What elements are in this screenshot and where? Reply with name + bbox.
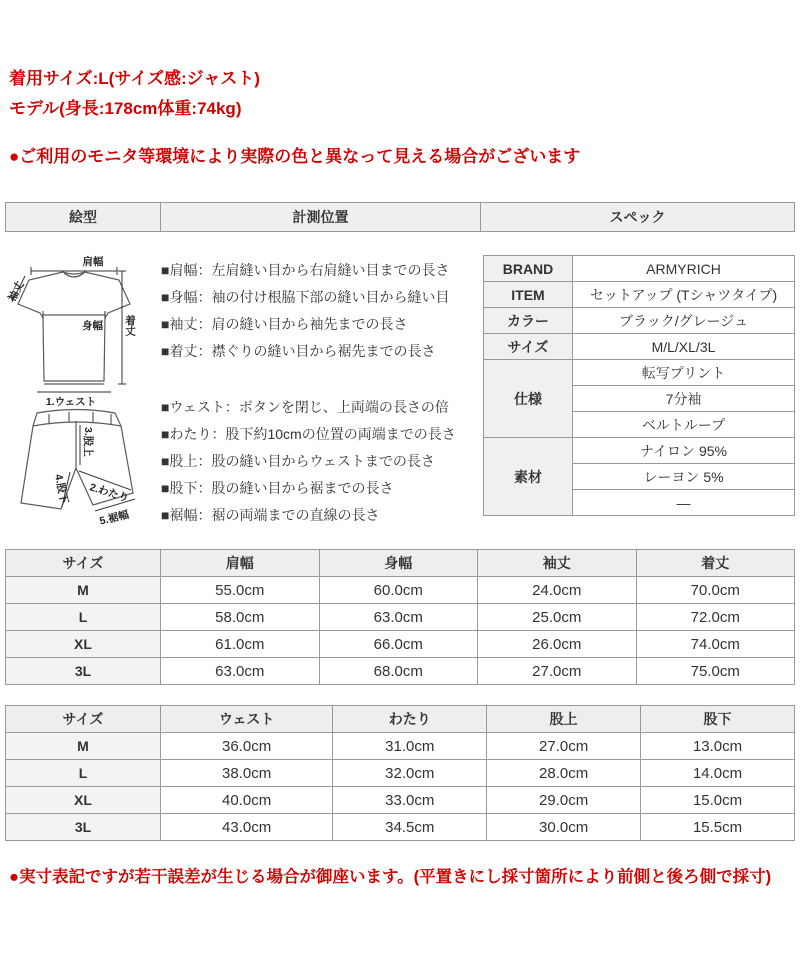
- spec-label-color: カラー: [484, 308, 573, 334]
- shirt-col-shoulder: 肩幅: [161, 550, 320, 577]
- measure-note-hem: ■裾幅：裾の両端までの直線の長さ: [161, 507, 380, 523]
- measure-note-inseam: ■股下：股の縫い目から裾までの長さ: [161, 480, 394, 496]
- shirt-size-table: [5, 549, 795, 685]
- measure-definitions: [161, 255, 483, 533]
- measure-note-thigh: ■わたり：股下約10cmの位置の両端までの長さ: [161, 426, 456, 442]
- value-cell: 27.0cm: [478, 658, 637, 685]
- spec-value-material-1: ナイロン 95%: [573, 438, 795, 464]
- value-cell: 13.0cm: [641, 733, 795, 760]
- value-cell: 29.0cm: [487, 787, 641, 814]
- value-cell: 55.0cm: [161, 577, 320, 604]
- table-row: [484, 256, 795, 282]
- table-row: [484, 282, 795, 308]
- value-cell: 38.0cm: [161, 760, 333, 787]
- spec-value-color: ブラック/グレージュ: [573, 308, 795, 334]
- pants-col-rise: 股上: [487, 706, 641, 733]
- thigh-label: 2.わたり: [88, 481, 131, 505]
- value-cell: 43.0cm: [161, 814, 333, 841]
- value-cell: 30.0cm: [487, 814, 641, 841]
- spec-value-feature-1: 転写プリント: [573, 360, 795, 386]
- shorts-waistband: [33, 422, 121, 426]
- value-cell: 27.0cm: [487, 733, 641, 760]
- info-content-row: [5, 255, 795, 533]
- value-cell: 72.0cm: [636, 604, 795, 631]
- spec-value-material-3: ―: [573, 490, 795, 516]
- table-row: [484, 334, 795, 360]
- value-cell: 14.0cm: [641, 760, 795, 787]
- size-cell: 3L: [6, 658, 161, 685]
- shirt-col-size: サイズ: [6, 550, 161, 577]
- value-cell: 25.0cm: [478, 604, 637, 631]
- rise-label: 3.股上: [82, 427, 94, 457]
- spec-label-item: ITEM: [484, 282, 573, 308]
- value-cell: 60.0cm: [319, 577, 478, 604]
- value-cell: 33.0cm: [333, 787, 487, 814]
- spec-label-features: 仕様: [484, 360, 573, 438]
- table-row: [6, 814, 795, 841]
- value-cell: 36.0cm: [161, 733, 333, 760]
- accuracy-note: ●実寸表記ですが若干誤差が生じる場合が御座います。(平置きにし採寸箇所により前側と後ろ側で採寸): [9, 868, 772, 886]
- value-cell: 31.0cm: [333, 733, 487, 760]
- tshirt-outline: [18, 272, 130, 381]
- table-row: [484, 438, 795, 464]
- measure-note-shoulder: ■肩幅：左肩縫い目から右肩縫い目までの長さ: [161, 262, 450, 278]
- shirt-col-length: 着丈: [636, 550, 795, 577]
- value-cell: 68.0cm: [319, 658, 478, 685]
- value-cell: 58.0cm: [161, 604, 320, 631]
- spec-label-material: 素材: [484, 438, 573, 516]
- monitor-note: ●ご利用のモニタ等環境により実際の色と異なって見える場合がございます: [9, 147, 581, 166]
- value-cell: 74.0cm: [636, 631, 795, 658]
- shirt-col-chest: 身幅: [319, 550, 478, 577]
- spec-label-size: サイズ: [484, 334, 573, 360]
- tshirt-collar: [63, 272, 85, 274]
- size-cell: XL: [6, 631, 161, 658]
- table-row: [6, 631, 795, 658]
- table-row: [6, 604, 795, 631]
- value-cell: 34.5cm: [333, 814, 487, 841]
- spec-value-feature-2: 7分袖: [573, 386, 795, 412]
- info-header: [5, 202, 795, 232]
- pants-col-waist: ウェスト: [161, 706, 333, 733]
- table-row: [6, 787, 795, 814]
- measure-note-rise: ■股上：股の縫い目からウェストまでの長さ: [161, 453, 435, 469]
- shirt-measure-notes: [161, 257, 483, 365]
- size-cell: XL: [6, 787, 161, 814]
- spec-value-item: セットアップ (Tシャツタイプ): [573, 282, 795, 308]
- chest-width-label: 身幅: [82, 320, 103, 332]
- header-measure-position: 計測位置: [161, 203, 481, 231]
- header-spec: スペック: [609, 209, 666, 225]
- model-text: モデル(身長:178cm体重:74kg): [9, 99, 242, 118]
- pants-size-table: [5, 705, 795, 841]
- sleeve-length-label: 袖丈: [6, 279, 27, 304]
- header-drawing-type: 絵型: [6, 203, 161, 231]
- size-cell: L: [6, 604, 161, 631]
- size-cell: 3L: [6, 814, 161, 841]
- table-row: [6, 550, 795, 577]
- spec-column: [483, 255, 795, 533]
- waist-label: 1.ウェスト: [45, 396, 97, 408]
- value-cell: 26.0cm: [478, 631, 637, 658]
- size-cell: L: [6, 760, 161, 787]
- pants-col-inseam: 股下: [641, 706, 795, 733]
- wear-size-text: 着用サイズ:L(サイズ感:ジャスト): [9, 69, 260, 88]
- spec-value-brand: ARMYRICH: [573, 256, 795, 282]
- value-cell: 28.0cm: [487, 760, 641, 787]
- pants-col-size: サイズ: [6, 706, 161, 733]
- measure-note-sleeve: ■袖丈：肩の縫い目から袖先までの長さ: [161, 316, 408, 332]
- inseam-label: 4.股下: [52, 473, 70, 505]
- measure-note-chest: ■身幅：袖の付け根脇下部の縫い目から縫い目: [161, 289, 450, 305]
- shirt-col-sleeve: 袖丈: [478, 550, 637, 577]
- garment-diagram-svg: [5, 255, 161, 533]
- value-cell: 66.0cm: [319, 631, 478, 658]
- value-cell: 40.0cm: [161, 787, 333, 814]
- value-cell: 75.0cm: [636, 658, 795, 685]
- pants-col-thigh: わたり: [333, 706, 487, 733]
- body-length-label: 着丈: [124, 315, 136, 336]
- table-row: [6, 706, 795, 733]
- pants-measure-notes: [161, 394, 483, 529]
- hem-width-label: 5.裾幅: [98, 508, 131, 528]
- value-cell: 24.0cm: [478, 577, 637, 604]
- spec-value-size: M/L/XL/3L: [573, 334, 795, 360]
- size-cell: M: [6, 577, 161, 604]
- value-cell: 15.0cm: [641, 787, 795, 814]
- spec-value-material-2: レーヨン 5%: [573, 464, 795, 490]
- spec-label-brand: BRAND: [484, 256, 573, 282]
- table-row: [484, 308, 795, 334]
- value-cell: 70.0cm: [636, 577, 795, 604]
- table-row: [484, 360, 795, 386]
- shoulder-width-label: 肩幅: [82, 256, 104, 268]
- spec-value-feature-3: ベルトループ: [573, 412, 795, 438]
- table-row: [6, 577, 795, 604]
- size-cell: M: [6, 733, 161, 760]
- measure-note-length: ■着丈：襟ぐりの縫い目から裾先までの長さ: [161, 343, 436, 359]
- value-cell: 32.0cm: [333, 760, 487, 787]
- table-row: [6, 760, 795, 787]
- measure-note-waist: ■ウェスト：ボタンを閉じ、上両端の長さの倍: [161, 399, 449, 415]
- value-cell: 63.0cm: [161, 658, 320, 685]
- garment-diagram: [5, 255, 161, 533]
- value-cell: 15.5cm: [641, 814, 795, 841]
- value-cell: 61.0cm: [161, 631, 320, 658]
- value-cell: 63.0cm: [319, 604, 478, 631]
- table-row: [6, 733, 795, 760]
- spec-table: [483, 255, 795, 516]
- table-row: [6, 658, 795, 685]
